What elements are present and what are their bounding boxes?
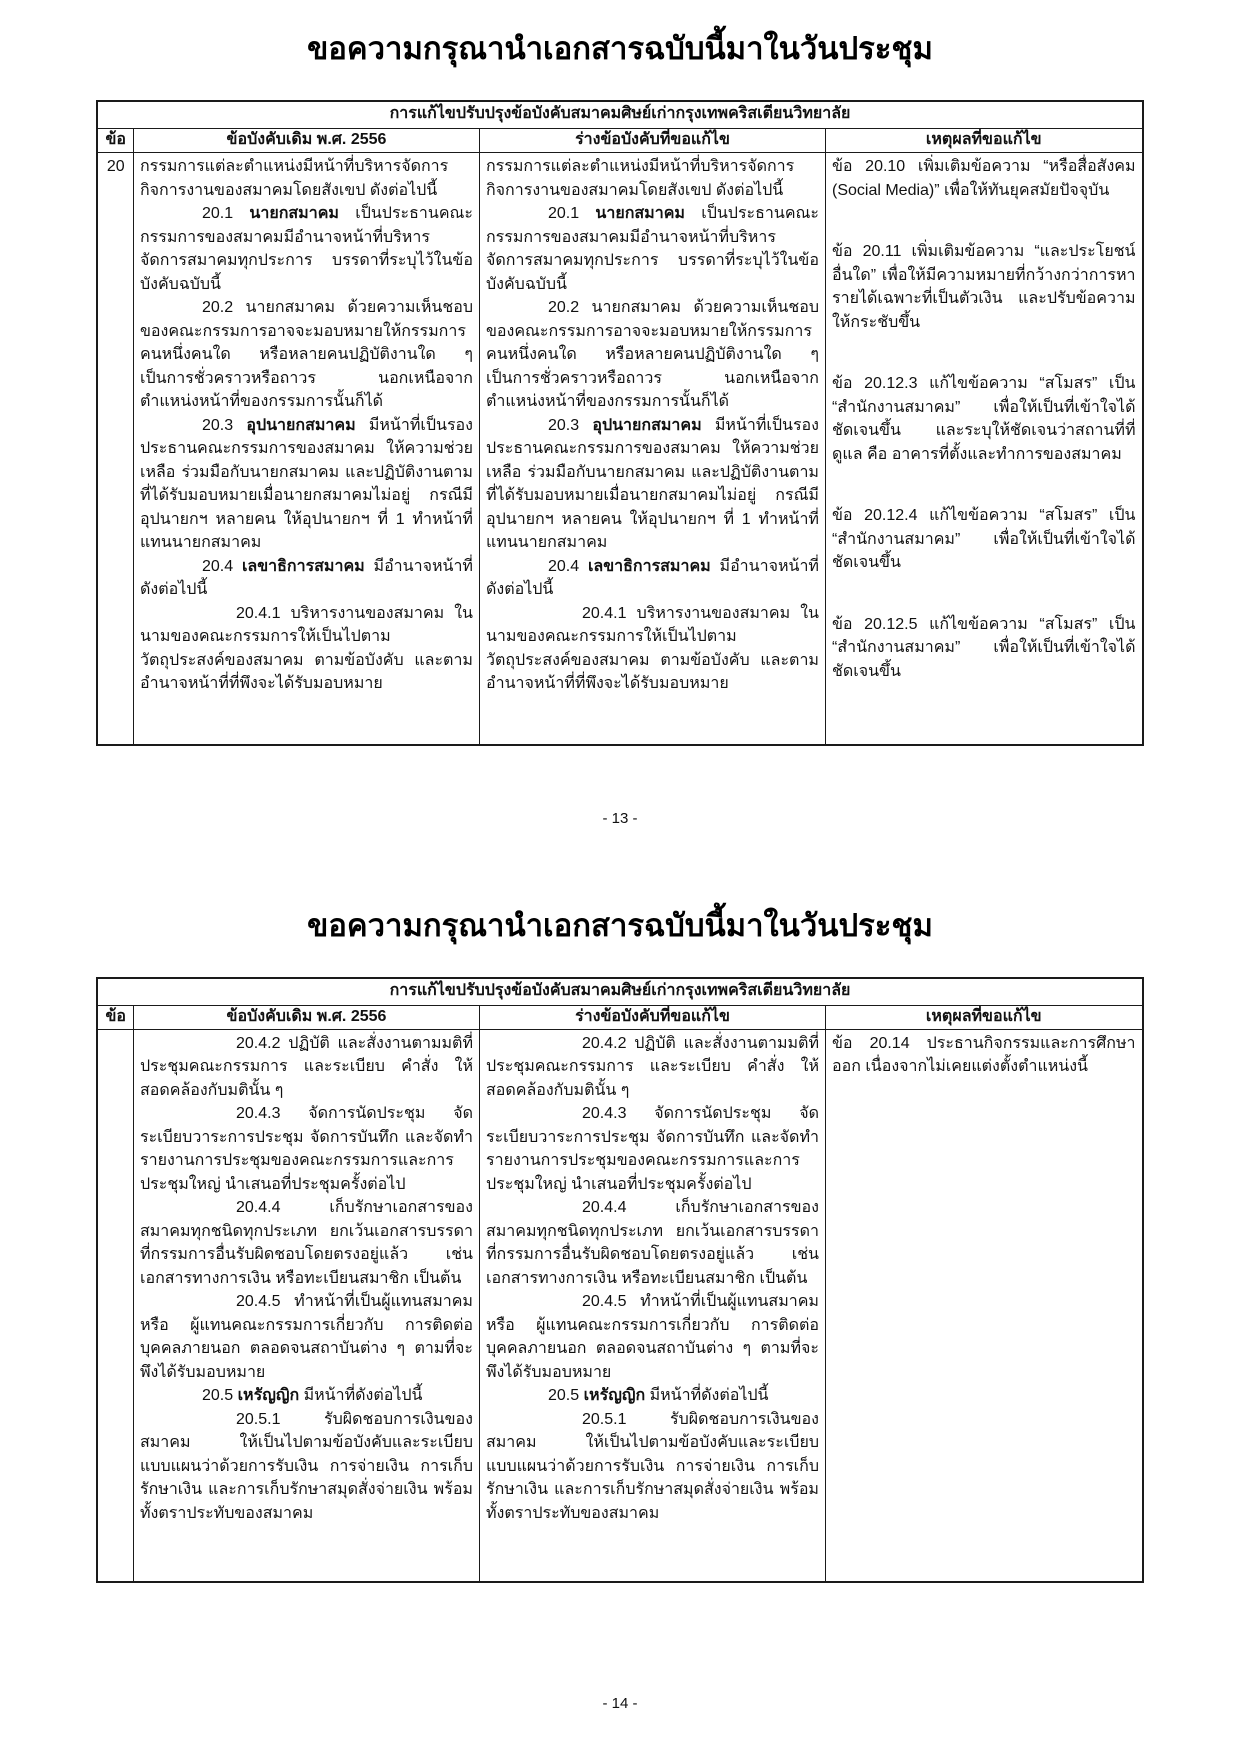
text-run: 20.4.4 เก็บรักษาเอกสารของสมาคมทุกชนิดทุกประเภท ยกเว้นเอกสารบรรดาที่กรรมการอื่นรับผิดชอบโดยตรงอยู่แล้ว เช่น เอกสารทางการเงิน หรือทะเบียนสมาชิก เป็นต้น [139, 1199, 473, 1287]
col-header-draft-regulation: ร่างข้อบังคับที่ขอแก้ไข [479, 1005, 825, 1029]
paragraph [832, 155, 1136, 202]
text-run: 20.4.1 บริหารงานของสมาคม ในนามของคณะกรรมการให้เป็นไปตามวัตถุประสงค์ของสมาคม ตามข้อบังคับ และตามอำนาจหน้าที่ที่พึงจะได้รับมอบหมาย [139, 604, 473, 692]
text-run: 20.4.5 ทำหน้าที่เป็นผู้แทนสมาคม หรือ ผู้แทนคณะกรรมการเกี่ยวกับ การติดต่อบุคคลภายนอก ตลอดจนสถาบันต่าง ๆ ตามที่จะพึงได้รับมอบหมาย [485, 1293, 819, 1381]
col-header-reason: เหตุผลที่ขอแก้ไข [825, 1005, 1142, 1029]
text-run: กรรมการแต่ละตำแหน่งมีหน้าที่บริหารจัดการกิจการงานของสมาคมโดยสังเขป ดังต่อไปนี้ [139, 158, 449, 199]
text-run: 20.1 [547, 205, 596, 222]
table-caption: การแก้ไขปรับปรุงข้อบังคับสมาคมศิษย์เก่ากรุงเทพคริสเตียนวิทยาลัย [97, 101, 1142, 129]
table-header-row [97, 129, 1142, 153]
text-run: มีอำนาจหน้าที่ดังต่อไปนี้ [139, 557, 473, 598]
paragraph [140, 1102, 473, 1196]
cell-original-regulation [133, 153, 479, 745]
paragraph [832, 240, 1136, 334]
paragraph [486, 1384, 819, 1408]
bold-text-run: เลขาธิการสมาคม [241, 557, 365, 575]
bold-text-run: เลขาธิการสมาคม [587, 557, 711, 575]
paragraph [140, 296, 473, 414]
text-run: ข้อ 20.12.4 แก้ไขข้อความ “สโมสร” เป็น “สำนักงานสมาคม” เพื่อให้เป็นที่เข้าใจได้ชัดเจนขึ้น [831, 507, 1136, 571]
paragraph [486, 202, 819, 296]
text-run: 20.4.2 ปฏิบัติ และสั่งงานตามมติที่ประชุมคณะกรรมการ และระเบียบ คำสั่ง ให้สอดคล้องกับมตินั้น ๆ [485, 1034, 819, 1099]
text-run: 20.5.1 รับผิดชอบการเงินของสมาคม ให้เป็นไปตามข้อบังคับและระเบียบแบบแผนว่าด้วยการรับเงิน การจ่ายเงิน การเก็บรักษาเงิน และการเก็บรักษาสมุดสั่งจ่ายเงิน พร้อมทั้งตราประทับของสมาคม [139, 1410, 473, 1522]
page-number: - 14 - [602, 1695, 638, 1712]
page-number: - 13 - [602, 809, 638, 827]
paragraph [486, 1102, 819, 1196]
text-run: 20.3 [201, 416, 247, 434]
col-header-clause-no: ข้อ [97, 1005, 133, 1029]
table-caption-row [97, 101, 1142, 129]
text-run: 20.4.1 บริหารงานของสมาคม ในนามของคณะกรรมการให้เป็นไปตามวัตถุประสงค์ของสมาคม ตามข้อบังคับ และตามอำนาจหน้าที่ที่พึงจะได้รับมอบหมาย [485, 604, 819, 692]
text-run: ข้อ 20.10 เพิ่มเติมข้อความ “หรือสื่อสังคม (Social Media)” เพื่อให้ทันยุคสมัยปัจจุบัน [831, 158, 1136, 199]
bold-text-run: นายกสมาคม [595, 205, 685, 222]
table-row [97, 1029, 1142, 1582]
text-run: 20.5.1 รับผิดชอบการเงินของสมาคม ให้เป็นไปตามข้อบังคับและระเบียบแบบแผนว่าด้วยการรับเงิน การจ่ายเงิน การเก็บรักษาเงิน และการเก็บรักษาสมุดสั่งจ่ายเงิน พร้อมทั้งตราประทับของสมาคม [485, 1410, 819, 1522]
text-run: มีหน้าที่ดังต่อไปนี้ [299, 1387, 423, 1404]
cell-reason [825, 1029, 1142, 1582]
table-caption: การแก้ไขปรับปรุงข้อบังคับสมาคมศิษย์เก่ากรุงเทพคริสเตียนวิทยาลัย [97, 978, 1142, 1006]
paragraph [486, 555, 819, 602]
text-run: 20.4.5 ทำหน้าที่เป็นผู้แทนสมาคม หรือ ผู้แทนคณะกรรมการเกี่ยวกับ การติดต่อบุคคลภายนอก ตลอดจนสถาบันต่าง ๆ ตามที่จะพึงได้รับมอบหมาย [139, 1293, 473, 1381]
paragraph [486, 1290, 819, 1384]
paragraph [832, 1032, 1136, 1079]
paragraph [140, 1384, 473, 1408]
text-run: กรรมการแต่ละตำแหน่งมีหน้าที่บริหารจัดการกิจการงานของสมาคมโดยสังเขป ดังต่อไปนี้ [485, 158, 795, 199]
text-run: 20.5 [547, 1387, 584, 1404]
text-run: มีหน้าที่เป็นรองประธานคณะกรรมการของสมาคม ให้ความช่วยเหลือ ร่วมมือกับนายกสมาคม และปฏิบัติงานตามที่ได้รับมอบหมายเมื่อนายกสมาคมไม่อยู่ กรณีมีอุปนายกฯ หลายคน ให้อุปนายกฯ ที่ 1 ทำหน้าที่แทนนายกสมาคม [139, 416, 473, 551]
paragraph [140, 1196, 473, 1290]
paragraph [140, 555, 473, 602]
cell-original-regulation [133, 1029, 479, 1582]
text-run: 20.2 นายกสมาคม ด้วยความเห็นชอบของคณะกรรมการอาจจะมอบหมายให้กรรมการคนหนึ่งคนใด หรือหลายคนปฏิบัติงานใด ๆ เป็นการชั่วคราวหรือถาวร นอกเหนือจากตำแหน่งหน้าที่ของกรรมการนั้นก็ได้ [485, 299, 819, 410]
text-run: เป็นประธานคณะกรรมการของสมาคมมีอำนาจหน้าที่บริหารจัดการสมาคมทุกประการ บรรดาที่ระบุไว้ในข้อบังคับฉบับนี้ [485, 205, 819, 293]
bold-text-run: อุปนายกสมาคม [592, 416, 702, 434]
table-caption-row [97, 978, 1142, 1006]
text-run: 20.4 [201, 557, 242, 575]
cell-draft-regulation [479, 1029, 825, 1582]
bold-text-run: อุปนายกสมาคม [246, 416, 356, 434]
cell-reason [825, 153, 1142, 745]
paragraph [486, 1408, 819, 1526]
cell-clause-no [97, 1029, 133, 1582]
text-run: เป็นประธานคณะกรรมการของสมาคมมีอำนาจหน้าที่บริหารจัดการสมาคมทุกประการ บรรดาที่ระบุไว้ในข้อบังคับฉบับนี้ [139, 205, 473, 293]
paragraph [832, 504, 1136, 575]
text-run: 20.3 [547, 416, 593, 434]
page-13 [0, 0, 1240, 830]
paragraph [486, 155, 819, 202]
paragraph [486, 602, 819, 696]
text-run: 20.1 [201, 205, 250, 222]
col-header-draft-regulation: ร่างข้อบังคับที่ขอแก้ไข [479, 129, 825, 153]
bold-text-run: เหรัญญิก [583, 1387, 646, 1404]
text-run: 20.4.4 เก็บรักษาเอกสารของสมาคมทุกชนิดทุกประเภท ยกเว้นเอกสารบรรดาที่กรรมการอื่นรับผิดชอบโดยตรงอยู่แล้ว เช่น เอกสารทางการเงิน หรือทะเบียนสมาชิก เป็นต้น [485, 1199, 819, 1287]
text-run: 20.5 [201, 1387, 238, 1404]
paragraph [486, 1196, 819, 1290]
col-header-original-regulation: ข้อบังคับเดิม พ.ศ. 2556 [133, 129, 479, 153]
table-row [97, 153, 1142, 745]
amendments-table [96, 100, 1143, 746]
amendments-table [96, 977, 1143, 1584]
paragraph [832, 613, 1136, 684]
cell-clause-no: 20 [97, 153, 133, 745]
paragraph [140, 202, 473, 296]
bold-text-run: เหรัญญิก [237, 1387, 300, 1404]
paragraph [140, 155, 473, 202]
text-run: ข้อ 20.12.3 แก้ไขข้อความ “สโมสร” เป็น “สำนักงานสมาคม” เพื่อให้เป็นที่เข้าใจได้ชัดเจนขึ้น และระบุให้ชัดเจนว่าสถานที่ที่ดูแล คือ อาคารที่ตั้งและทำการของสมาคม [831, 375, 1136, 463]
text-run: 20.4 [547, 557, 588, 575]
paragraph [832, 372, 1136, 466]
text-run: มีอำนาจหน้าที่ดังต่อไปนี้ [485, 557, 819, 598]
paragraph [140, 1290, 473, 1384]
bold-text-run: นายกสมาคม [249, 205, 339, 222]
paragraph [140, 602, 473, 696]
text-run: 20.4.3 จัดการนัดประชุม จัดระเบียบวาระการประชุม จัดการบันทึก และจัดทำรายงานการประชุมของคณะกรรมการและการประชุมใหญ่ นำเสนอที่ประชุมครั้งต่อไป [485, 1105, 819, 1193]
table-header-row [97, 1005, 1142, 1029]
col-header-original-regulation: ข้อบังคับเดิม พ.ศ. 2556 [133, 1005, 479, 1029]
text-run: 20.4.2 ปฏิบัติ และสั่งงานตามมติที่ประชุมคณะกรรมการ และระเบียบ คำสั่ง ให้สอดคล้องกับมตินั้น ๆ [139, 1034, 473, 1099]
text-run: ข้อ 20.14 ประธานกิจกรรมและการศึกษา ออก เนื่องจากไม่เคยแต่งตั้งตำแหน่งนี้ [831, 1034, 1136, 1075]
page-14 [0, 830, 1240, 1716]
col-header-clause-no: ข้อ [97, 129, 133, 153]
text-run: ข้อ 20.12.5 แก้ไขข้อความ “สโมสร” เป็น “สำนักงานสมาคม” เพื่อให้เป็นที่เข้าใจได้ชัดเจนขึ้น [831, 615, 1136, 680]
text-run: ข้อ 20.11 เพิ่มเติมข้อความ “และประโยชน์อื่นใด” เพื่อให้มีความหมายที่กว้างกว่าการหารายได้เฉพาะที่เป็นตัวเงิน และปรับข้อความให้กระชับขึ้น [831, 243, 1136, 331]
text-run: 20.2 นายกสมาคม ด้วยความเห็นชอบของคณะกรรมการอาจจะมอบหมายให้กรรมการคนหนึ่งคนใด หรือหลายคนปฏิบัติงานใด ๆ เป็นการชั่วคราวหรือถาวร นอกเหนือจากตำแหน่งหน้าที่ของกรรมการนั้นก็ได้ [139, 299, 473, 410]
paragraph [486, 1032, 819, 1103]
cell-draft-regulation [479, 153, 825, 745]
text-run: มีหน้าที่เป็นรองประธานคณะกรรมการของสมาคม ให้ความช่วยเหลือ ร่วมมือกับนายกสมาคม และปฏิบัติงานตามที่ได้รับมอบหมายเมื่อนายกสมาคมไม่อยู่ กรณีมีอุปนายกฯ หลายคน ให้อุปนายกฯ ที่ 1 ทำหน้าที่แทนนายกสมาคม [485, 416, 819, 551]
text-run: 20.4.3 จัดการนัดประชุม จัดระเบียบวาระการประชุม จัดการบันทึก และจัดทำรายงานการประชุมของคณะกรรมการและการประชุมใหญ่ นำเสนอที่ประชุมครั้งต่อไป [139, 1105, 473, 1193]
document-title: ขอความกรุณานำเอกสารฉบับนี้มาในวันประชุม [307, 907, 933, 943]
paragraph [140, 1408, 473, 1526]
paragraph [486, 414, 819, 555]
paragraph [140, 1032, 473, 1103]
paragraph [486, 296, 819, 414]
paragraph [140, 414, 473, 555]
text-run: มีหน้าที่ดังต่อไปนี้ [645, 1387, 769, 1404]
col-header-reason: เหตุผลที่ขอแก้ไข [825, 129, 1142, 153]
document-title: ขอความกรุณานำเอกสารฉบับนี้มาในวันประชุม [307, 31, 933, 66]
